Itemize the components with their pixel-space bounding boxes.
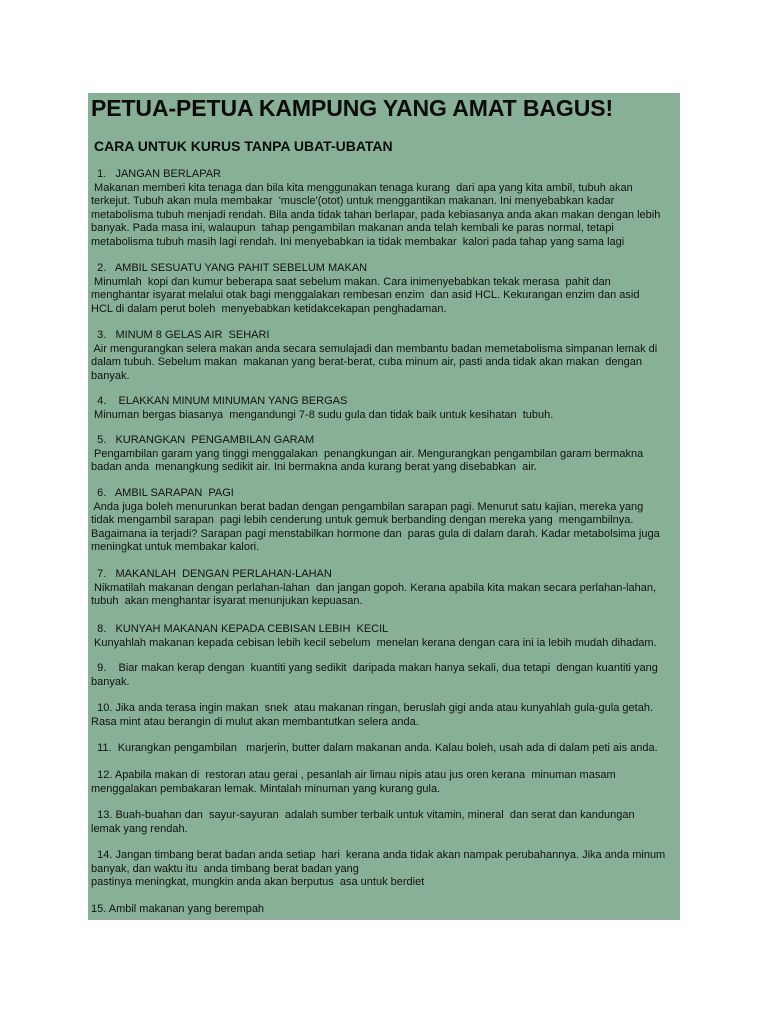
tip-text-line: terkejut. Tubuh akan mula membakar 'muscle'(otot) untuk menggantikan makanan. Ini menyebabkan kadar (91, 195, 615, 207)
tip-item-1 (91, 168, 679, 249)
tip-text-line: Bagaimana ia terjadi? Sarapan pagi menstabilkan hormone dan paras gula di dalam darah. Kadar metabolsima juga (91, 527, 660, 540)
tip-text-line: tidak mengambil sarapan pagi lebih cenderung untuk gemuk berbanding dengan mereka yang mengambilnya. (91, 514, 634, 526)
tip-item-3 (91, 329, 679, 383)
tip-heading: 12. Apabila makan di restoran atau gerai , pesanlah air limau nipis atau jus oren kerana minuman masam (91, 769, 616, 781)
tip-heading: 1. JANGAN BERLAPAR (91, 168, 222, 180)
tip-text-line: banyak. (91, 369, 130, 382)
tip-item-6 (91, 487, 679, 555)
tip-item-9 (91, 662, 679, 689)
tip-heading: 2. AMBIL SESUATU YANG PAHIT SEBELUM MAKAN (91, 262, 368, 274)
tip-item-14 (91, 849, 679, 890)
tip-item-2 (91, 262, 679, 316)
tip-text-line: metabolisma tubuh menjadi rendah. Bila anda tidak tahan berlapar, pada kebiasanya anda akan makan dengan lebih (91, 208, 661, 221)
tip-text-line: Air mengurangkan selera makan anda secara semulajadi dan membantu badan memetabolisma simpanan lemak di (91, 342, 658, 355)
tip-text-line: Nikmatilah makanan dengan perlahan-lahan dan jangan gopoh. Kerana apabila kita makan secara perlahan-lahan, (91, 581, 657, 594)
tip-item-5 (91, 434, 679, 475)
tip-heading: 4. ELAKKAN MINUM MINUMAN YANG BERGAS (91, 395, 348, 407)
tip-text-line: Kunyahlah makanan kepada cebisan lebih kecil sebelum menelan kerana dengan cara ini ia lebih mudah dihadam. (91, 636, 657, 649)
tip-text-line: dalam tubuh. Sebelum makan makanan yang berat-berat, cuba minum air, pasti anda tidak akan makan dengan (91, 356, 642, 368)
tip-heading: 14. Jangan timbang berat badan anda setiap hari kerana anda tidak akan nampak perubahannya. Jika anda minum (91, 849, 666, 861)
tip-heading: 10. Jika anda terasa ingin makan snek atau makanan ringan, beruslah gigi anda atau kunyahlah gula-gula getah. (91, 702, 653, 714)
document-page (88, 93, 680, 920)
tip-text-line: badan anda menangkung sedikit air. Ini bermakna anda kurang berat yang disebabkan air. (91, 461, 537, 473)
tip-heading: 7. MAKANLAH DENGAN PERLAHAN-LAHAN (91, 568, 332, 580)
tip-heading: 3. MINUM 8 GELAS AIR SEHARI (91, 329, 270, 341)
tip-heading: 11. Kurangkan pengambilan marjerin, butter dalam makanan anda. Kalau boleh, usah ada di dalam peti ais anda. (91, 742, 658, 754)
tip-text-line: Makanan memberi kita tenaga dan bila kita menggunakan tenaga kurang dari apa yang kita ambil, tubuh akan (91, 181, 633, 194)
page-title: PETUA-PETUA KAMPUNG YANG AMAT BAGUS! (91, 95, 614, 121)
tip-text-line: menghantar isyarat melalui otak bagi menggalakan rembesan enzim dan asid HCL. Kekurangan enzim dan asid (91, 289, 640, 301)
tip-text-line: HCL di dalam perut boleh menyebabkan ketidakcekapan penghadaman. (91, 302, 447, 315)
tip-text-line: Pengambilan garam yang tinggi menggalakan penangkungan air. Mengurangkan pengambilan garam bermakna (91, 447, 644, 460)
tip-heading: 5. KURANGKAN PENGAMBILAN GARAM (91, 434, 315, 446)
tip-item-11 (91, 742, 679, 756)
tip-text-line: banyak. (91, 675, 130, 688)
tip-text-line: Minumlah kopi dan kumur beberapa saat sebelum makan. Cara inimenyebabkan tekak merasa pahit dan (91, 275, 611, 288)
tip-heading: 9. Biar makan kerap dengan kuantiti yang sedikit daripada makan hanya sekali, dua tetapi dengan kuantiti yang (91, 662, 658, 674)
tip-item-7 (91, 568, 679, 609)
tip-text-line: Anda juga boleh menurunkan berat badan dengan pengambilan sarapan pagi. Menurut satu kajian, mereka yang (91, 500, 644, 513)
tip-text-line: metabolisma tubuh masih lagi rendah. Ini menyebabkan ia tidak membakar kalori pada tahap yang sama lagi (91, 235, 625, 248)
tip-text-line: banyak. Pada masa ini, walaupun tahap pengambilan makanan anda telah kembali ke paras normal, tetapi (91, 222, 614, 234)
tip-item-10 (91, 702, 679, 729)
tip-text-line: lemak yang rendah. (91, 822, 188, 835)
tip-heading: 13. Buah-buahan dan sayur-sayuran adalah sumber terbaik untuk vitamin, mineral dan serat dan kandungan (91, 809, 635, 821)
tip-text-line: Minuman bergas biasanya mengandungi 7-8 sudu gula dan tidak baik untuk kesihatan tubuh. (91, 408, 554, 421)
tip-text-line: meningkat untuk membakar kalori. (91, 541, 260, 553)
tip-item-12 (91, 769, 679, 796)
tip-item-8 (91, 623, 679, 650)
tip-heading: 8. KUNYAH MAKANAN KEPADA CEBISAN LEBIH KECIL (91, 623, 389, 635)
tip-text-line: pastinya meningkat, mungkin anda akan berputus asa untuk berdiet (91, 876, 425, 888)
section-heading: CARA UNTUK KURUS TANPA UBAT-UBATAN (94, 138, 393, 154)
tip-item-13 (91, 809, 679, 836)
tip-item-15 (91, 903, 679, 917)
tip-heading: 6. AMBIL SARAPAN PAGI (91, 487, 234, 499)
tip-text-line: banyak, dan waktu itu anda timbang berat badan yang (91, 862, 359, 875)
tip-item-4 (91, 395, 679, 422)
tip-heading: 15. Ambil makanan yang berempah (91, 903, 265, 915)
tip-text-line: tubuh akan menghantar isyarat menunjukan kepuasan. (91, 595, 363, 607)
tip-text-line: menggalakan pembakaran lemak. Mintalah minuman yang kurang gula. (91, 782, 441, 795)
tip-text-line: Rasa mint atau berangin di mulut akan membantutkan selera anda. (91, 715, 419, 728)
